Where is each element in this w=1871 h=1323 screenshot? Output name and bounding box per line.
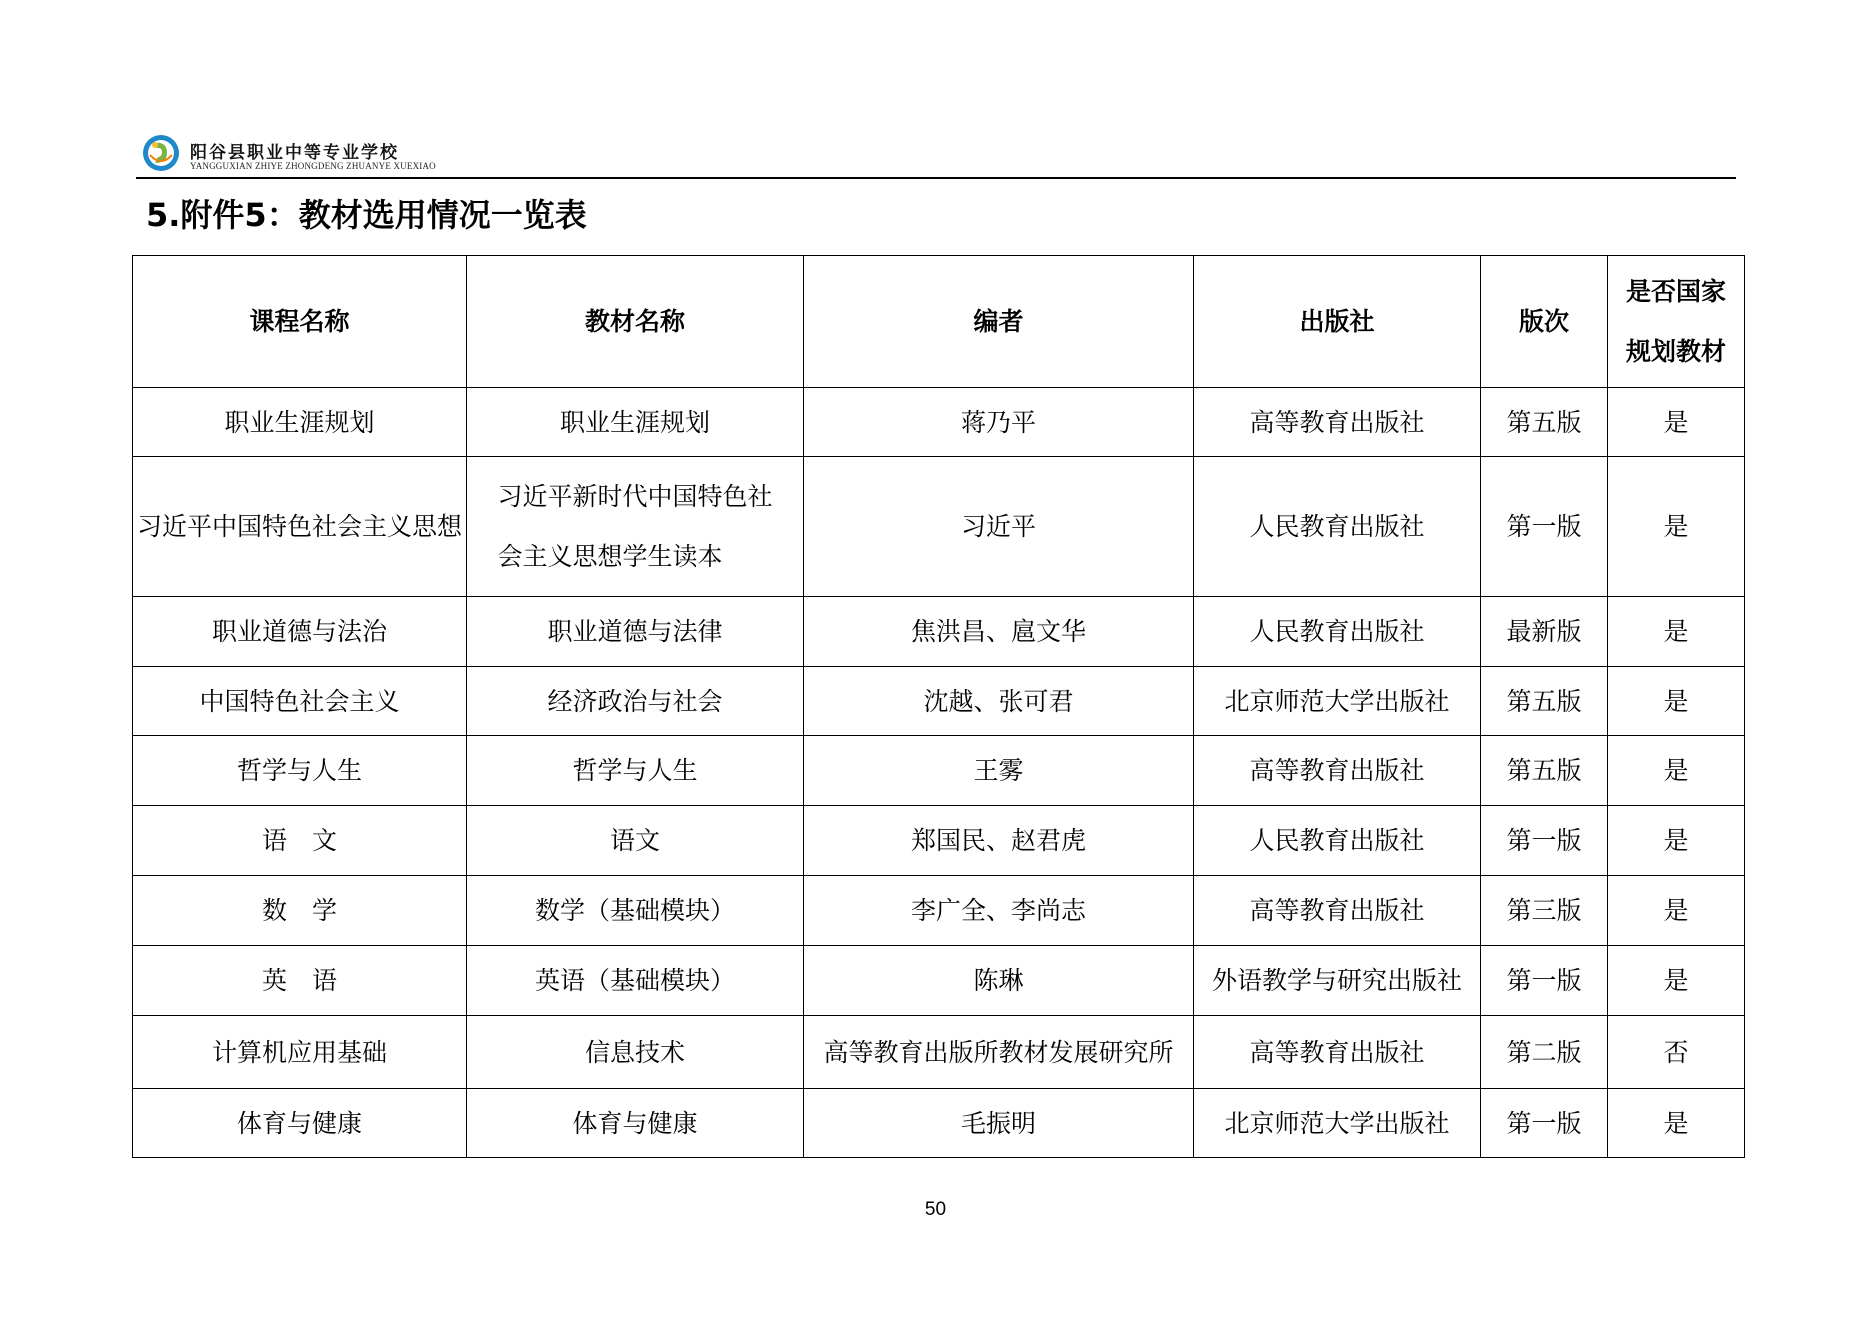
cell-textbook: 哲学与人生 xyxy=(467,736,804,806)
table-row xyxy=(133,1016,1745,1089)
table-row xyxy=(133,457,1745,597)
table-row xyxy=(133,946,1745,1016)
cell-publisher: 高等教育出版社 xyxy=(1194,1016,1481,1089)
cell-edition: 第一版 xyxy=(1481,1089,1608,1158)
header-publisher: 出版社 xyxy=(1194,256,1481,388)
school-name-en: YANGGUXIAN ZHIYE ZHONGDENG ZHUANYE XUEXIAO xyxy=(190,161,436,171)
cell-national: 是 xyxy=(1608,736,1745,806)
cell-publisher: 高等教育出版社 xyxy=(1194,388,1481,457)
cell-publisher: 北京师范大学出版社 xyxy=(1194,1089,1481,1158)
header-national xyxy=(1608,256,1745,388)
page-number: 50 xyxy=(924,1199,947,1220)
cell-national: 是 xyxy=(1608,876,1745,946)
section-title: 5.附件5：教材选用情况一览表 xyxy=(146,196,587,234)
cell-edition: 第五版 xyxy=(1481,388,1608,457)
cell-course: 职业道德与法治 xyxy=(133,597,467,667)
cell-author: 沈越、张可君 xyxy=(804,667,1194,736)
cell-national: 是 xyxy=(1608,388,1745,457)
table-row xyxy=(133,736,1745,806)
cell-textbook-text xyxy=(497,467,772,587)
school-logo-icon xyxy=(141,133,181,173)
cell-publisher: 人民教育出版社 xyxy=(1194,457,1481,597)
header-national-line2: 规划教材 xyxy=(1625,336,1726,366)
cell-national: 是 xyxy=(1608,457,1745,597)
cell-course: 体育与健康 xyxy=(133,1089,467,1158)
table-row xyxy=(133,597,1745,667)
cell-course: 语 文 xyxy=(133,806,467,876)
cell-edition: 第一版 xyxy=(1481,946,1608,1016)
cell-textbook: 职业生涯规划 xyxy=(467,388,804,457)
cell-publisher: 高等教育出版社 xyxy=(1194,736,1481,806)
header-textbook: 教材名称 xyxy=(467,256,804,388)
cell-textbook: 数学（基础模块） xyxy=(467,876,804,946)
cell-national: 是 xyxy=(1608,597,1745,667)
cell-edition: 第三版 xyxy=(1481,876,1608,946)
header-edition: 版次 xyxy=(1481,256,1608,388)
cell-author: 毛振明 xyxy=(804,1089,1194,1158)
cell-course: 英 语 xyxy=(133,946,467,1016)
cell-publisher: 人民教育出版社 xyxy=(1194,597,1481,667)
cell-course: 数 学 xyxy=(133,876,467,946)
cell-national: 是 xyxy=(1608,946,1745,1016)
cell-author: 陈琳 xyxy=(804,946,1194,1016)
cell-textbook-line2: 会主义思想学生读本 xyxy=(497,541,723,571)
header-national-line1: 是否国家 xyxy=(1625,276,1726,306)
school-name-cn: 阳谷县职业中等专业学校 xyxy=(190,143,399,163)
table-header-row xyxy=(133,256,1745,388)
cell-textbook: 信息技术 xyxy=(467,1016,804,1089)
cell-author: 李广全、李尚志 xyxy=(804,876,1194,946)
cell-author: 蒋乃平 xyxy=(804,388,1194,457)
cell-national: 是 xyxy=(1608,1089,1745,1158)
cell-edition: 第五版 xyxy=(1481,667,1608,736)
table-row xyxy=(133,876,1745,946)
school-header xyxy=(136,128,1736,178)
cell-edition: 第五版 xyxy=(1481,736,1608,806)
table-row xyxy=(133,388,1745,457)
cell-textbook: 体育与健康 xyxy=(467,1089,804,1158)
cell-textbook-line1: 习近平新时代中国特色社 xyxy=(497,481,773,511)
cell-national: 否 xyxy=(1608,1016,1745,1089)
cell-author: 王雾 xyxy=(804,736,1194,806)
cell-publisher: 高等教育出版社 xyxy=(1194,876,1481,946)
cell-publisher: 人民教育出版社 xyxy=(1194,806,1481,876)
cell-author: 高等教育出版所教材发展研究所 xyxy=(804,1016,1194,1089)
cell-textbook: 语文 xyxy=(467,806,804,876)
cell-course: 中国特色社会主义 xyxy=(133,667,467,736)
header-divider xyxy=(136,177,1736,179)
header-course: 课程名称 xyxy=(133,256,467,388)
cell-edition: 第一版 xyxy=(1481,806,1608,876)
table-row xyxy=(133,667,1745,736)
cell-edition: 最新版 xyxy=(1481,597,1608,667)
cell-publisher: 北京师范大学出版社 xyxy=(1194,667,1481,736)
cell-textbook: 经济政治与社会 xyxy=(467,667,804,736)
cell-national: 是 xyxy=(1608,806,1745,876)
header-author: 编者 xyxy=(804,256,1194,388)
cell-textbook xyxy=(467,457,804,597)
cell-course: 职业生涯规划 xyxy=(133,388,467,457)
table-row xyxy=(133,806,1745,876)
cell-author: 郑国民、赵君虎 xyxy=(804,806,1194,876)
cell-textbook: 职业道德与法律 xyxy=(467,597,804,667)
cell-course: 哲学与人生 xyxy=(133,736,467,806)
cell-national: 是 xyxy=(1608,667,1745,736)
table-row xyxy=(133,1089,1745,1158)
cell-edition: 第二版 xyxy=(1481,1016,1608,1089)
cell-course: 计算机应用基础 xyxy=(133,1016,467,1089)
cell-author: 焦洪昌、扈文华 xyxy=(804,597,1194,667)
cell-author: 习近平 xyxy=(804,457,1194,597)
cell-edition: 第一版 xyxy=(1481,457,1608,597)
textbook-table xyxy=(132,255,1745,1158)
cell-course: 习近平中国特色社会主义思想 xyxy=(133,457,467,597)
cell-publisher: 外语教学与研究出版社 xyxy=(1194,946,1481,1016)
cell-textbook: 英语（基础模块） xyxy=(467,946,804,1016)
